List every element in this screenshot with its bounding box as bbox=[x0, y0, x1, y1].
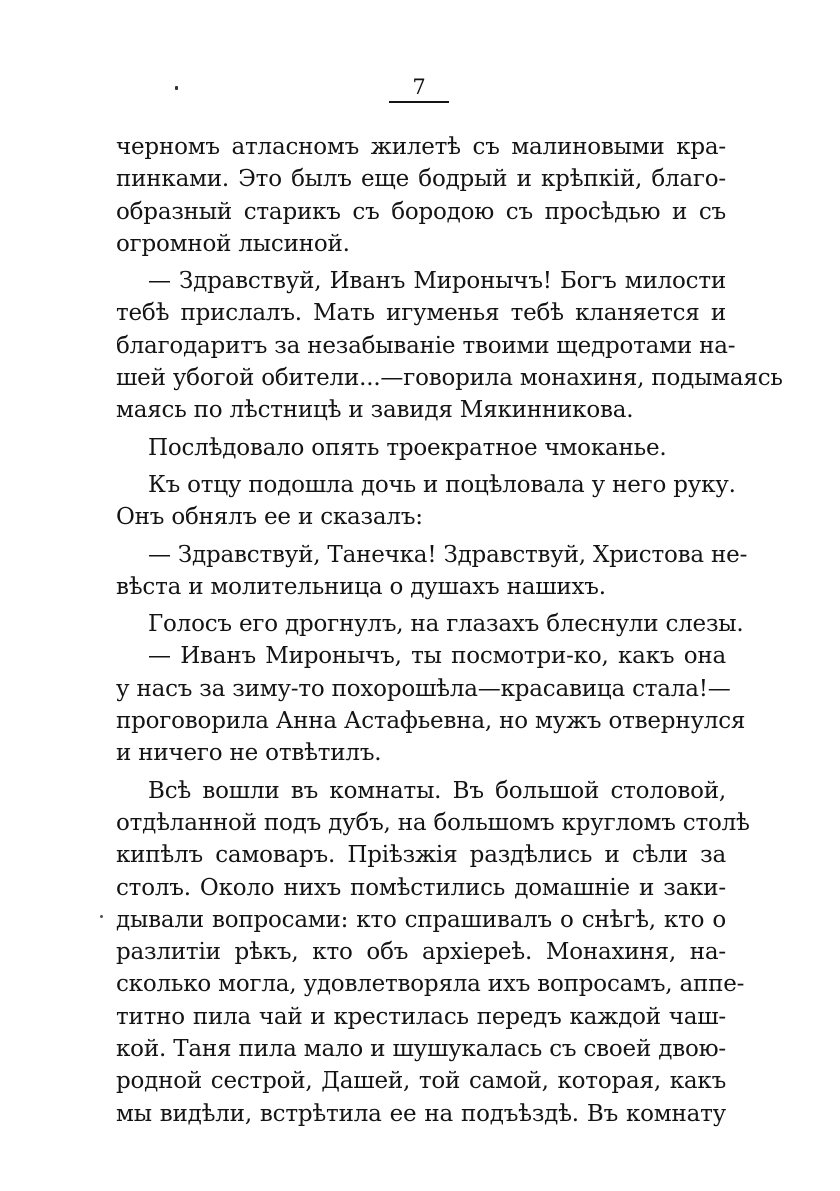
text-line: дывали вопросами: кто спрашивалъ о снѣгѣ, кто о bbox=[116, 906, 726, 933]
print-speck bbox=[175, 86, 178, 90]
text-line: Послѣдовало опять троекратное чмоканье. bbox=[148, 434, 667, 461]
text-line: — Здравствуй, Иванъ Миронычъ! Богъ милости bbox=[148, 268, 726, 295]
text-line: сколько могла, удовлетворяла ихъ вопросамъ, аппе- bbox=[116, 971, 745, 998]
text-line: — Здравствуй, Танечка! Здравствуй, Христова не- bbox=[148, 541, 748, 568]
text-line: образный старикъ съ бородою съ просѣдью и съ bbox=[116, 198, 726, 225]
text-line: родной сестрой, Дашей, той самой, которая, какъ bbox=[116, 1068, 726, 1095]
text-line: огромной лысиной. bbox=[116, 230, 350, 257]
text-line: мы видѣли, встрѣтила ее на подъѣздѣ. Въ комнату bbox=[116, 1100, 726, 1127]
text-line: отдѣланной подъ дубъ, на большомъ кругломъ столѣ bbox=[116, 809, 750, 836]
text-line: Голосъ его дрогнулъ, на глазахъ блеснули слезы. bbox=[148, 611, 744, 638]
text-line: столъ. Около нихъ помѣстились домашніе и заки- bbox=[116, 874, 726, 901]
text-line: кой. Таня пила мало и шушукалась съ своей двою- bbox=[116, 1036, 726, 1063]
text-line: — Иванъ Миронычъ, ты посмотри-ко, какъ она bbox=[148, 643, 726, 670]
text-line: черномъ атласномъ жилетѣ съ малиновыми кра- bbox=[116, 134, 726, 160]
text-line: пинками. Это былъ еще бодрый и крѣпкій, благо- bbox=[116, 166, 726, 193]
text-line: проговорила Анна Астафьевна, но мужъ отвернулся bbox=[116, 708, 746, 735]
text-line: разлитіи рѣкъ, кто объ архіереѣ. Монахиня, на- bbox=[116, 939, 726, 966]
text-line: титно пила чай и крестилась передъ каждой чаш- bbox=[116, 1003, 726, 1030]
text-line: вѣста и молительница о душахъ нашихъ. bbox=[116, 573, 606, 600]
text-line: маясь по лѣстницѣ и завидя Мякинникова. bbox=[116, 397, 634, 424]
text-line: и ничего не отвѣтилъ. bbox=[116, 740, 382, 767]
text-line: Онъ обнялъ ее и сказалъ: bbox=[116, 504, 423, 531]
text-line: у насъ за зиму-то похорошѣла—красавица стала!— bbox=[116, 675, 731, 702]
print-speck bbox=[100, 915, 103, 918]
text-line: Къ отцу подошла дочь и поцѣловала у него руку. bbox=[148, 471, 736, 498]
text-line: Всѣ вошли въ комнаты. Въ большой столовой, bbox=[148, 777, 726, 804]
text-line: тебѣ прислалъ. Мать игуменья тебѣ кланяется и bbox=[116, 300, 726, 327]
text-line: благодаритъ за незабываніе твоими щедротами на- bbox=[116, 332, 736, 359]
page-number: 7 bbox=[389, 74, 449, 103]
body-text bbox=[116, 131, 783, 1130]
text-line: кипѣлъ самоваръ. Пріѣзжія раздѣлись и сѣли за bbox=[116, 842, 726, 869]
text-line: шей убогой обители...—говорила монахиня, подымаясь bbox=[116, 365, 783, 392]
